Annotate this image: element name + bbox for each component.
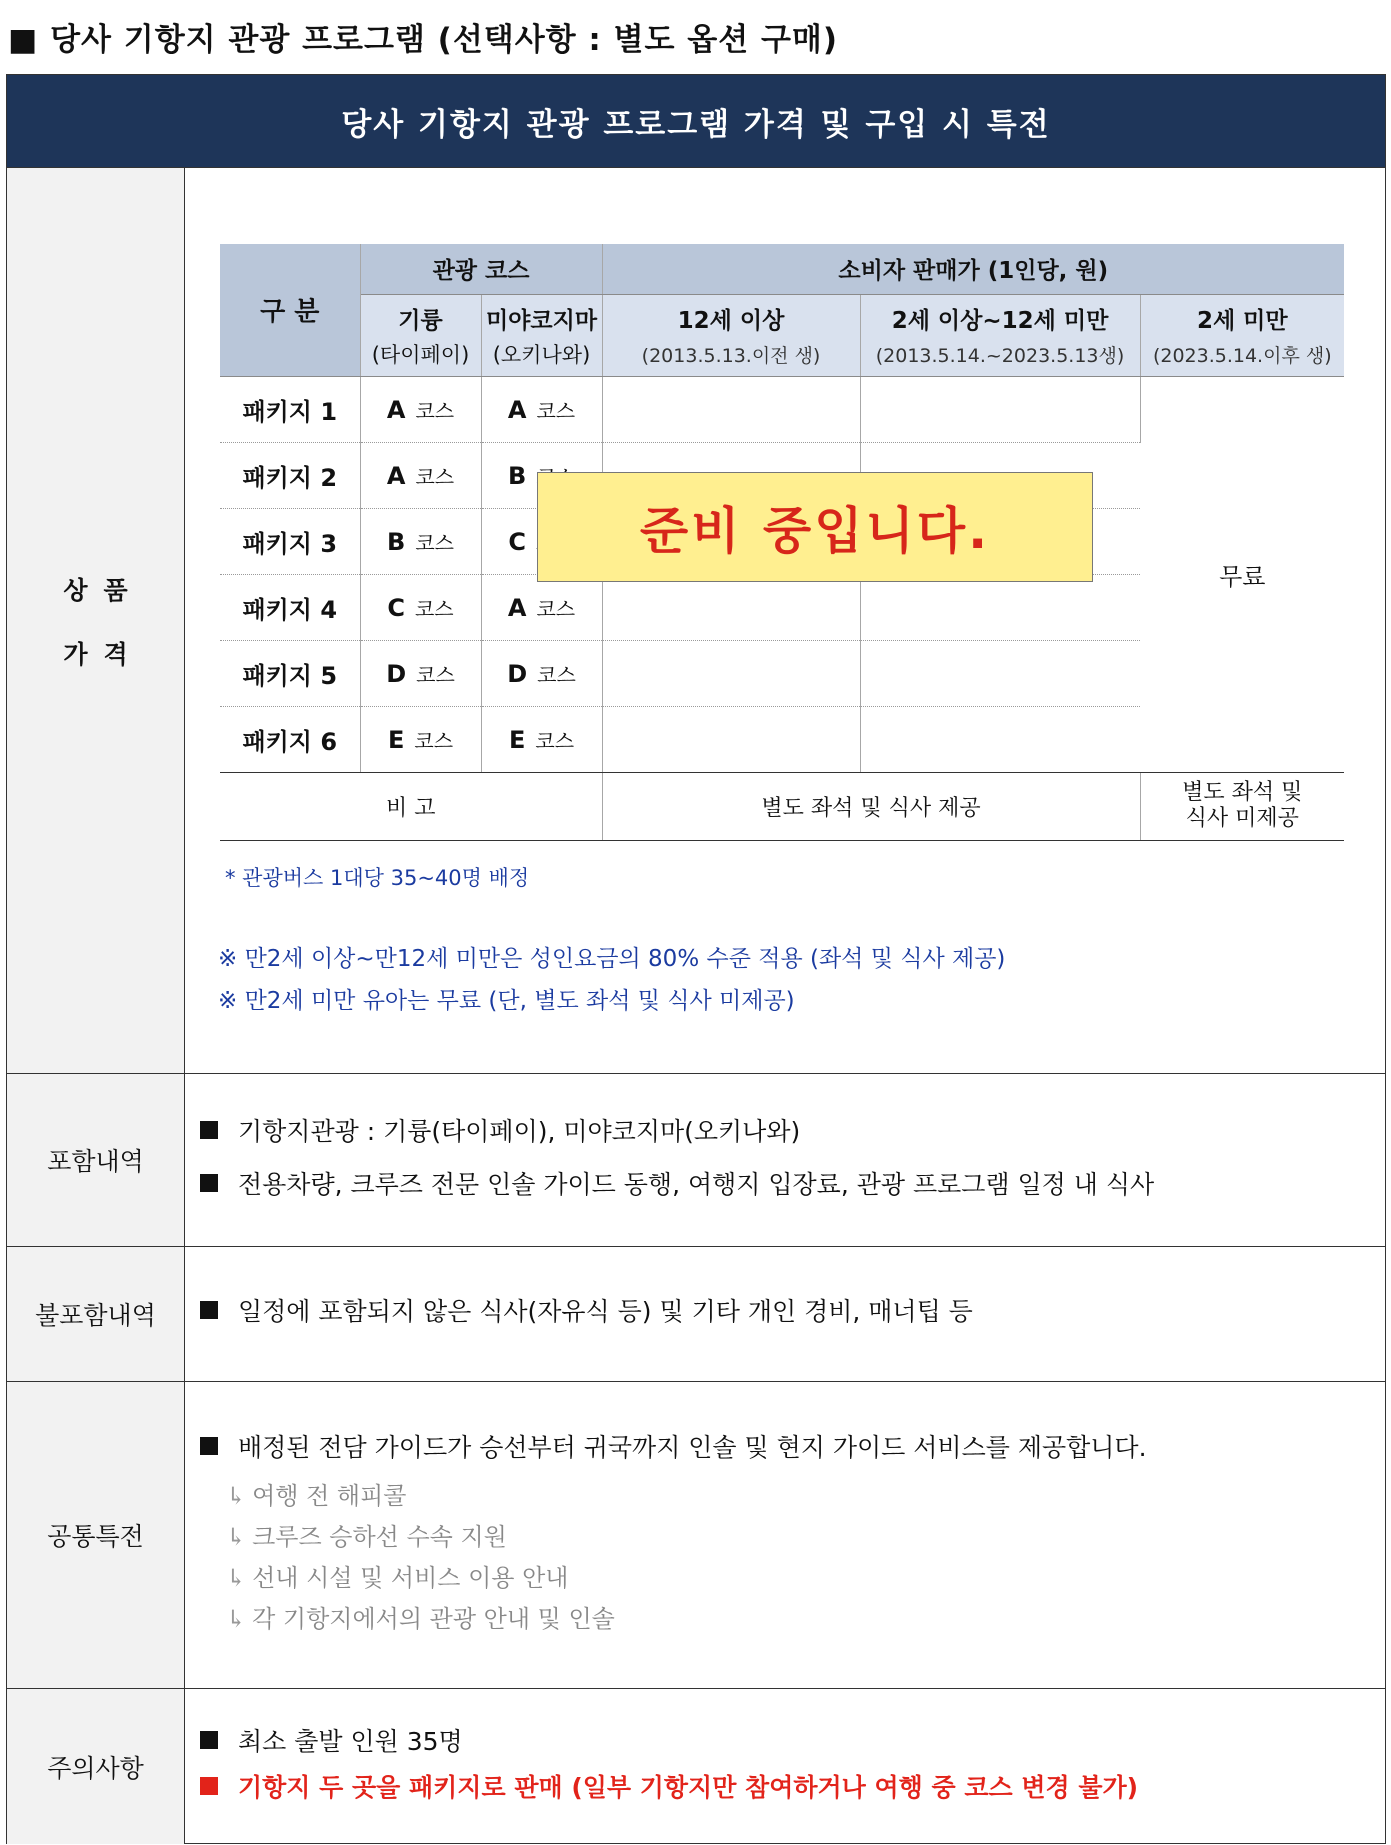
notices-section	[7, 1688, 1385, 1844]
policy-infant: ※ 만2세 미만 유아는 무료 (단, 별도 좌석 및 식사 미제공)	[218, 988, 795, 1014]
square-bullet-icon	[200, 1731, 218, 1749]
price-cell	[860, 640, 1140, 706]
red-square-bullet-icon	[200, 1777, 218, 1795]
price-label-line2: 가격	[63, 639, 144, 669]
return-arrow-icon: ↳	[226, 1605, 247, 1633]
note-label: 비 고	[220, 772, 602, 840]
course-cell: D 코스	[360, 640, 481, 706]
price-cell	[860, 376, 1140, 442]
list-item: 최소 출발 인원 35명	[200, 1722, 463, 1758]
course-cell: B	[481, 442, 602, 508]
policy-child: ※ 만2세 이상~만12세 미만은 성인요금의 80% 수준 적용 (좌석 및 식사 제공)	[218, 946, 1006, 972]
price-cell	[860, 574, 1140, 640]
course-cell: E 코스	[481, 706, 602, 772]
course-cell: E 코스	[360, 706, 481, 772]
benefit-sub-item: ↳ 선내 시설 및 서비스 이용 안내	[226, 1564, 569, 1592]
package-name: 패키지 3	[220, 508, 360, 574]
package-name: 패키지 1	[220, 376, 360, 442]
course-cell: A 코스	[481, 376, 602, 442]
course-cell: D 코스	[481, 640, 602, 706]
notices-label: 주의사항	[7, 1689, 185, 1844]
infant-price: 무료	[1140, 376, 1344, 772]
package-name: 패키지 2	[220, 442, 360, 508]
package-name: 패키지 6	[220, 706, 360, 772]
included-section	[7, 1073, 1385, 1246]
price-cell	[602, 706, 860, 772]
bus-note: * 관광버스 1대당 35~40명 배정	[225, 866, 530, 890]
age-group-adult: 12세 이상 (2013.5.13.이전 생)	[602, 294, 860, 376]
port-miyakojima: 미야코지마 (오키나와)	[481, 294, 602, 376]
port-keelung: 기륭 (타이페이)	[360, 294, 481, 376]
course-cell: A 코스	[360, 376, 481, 442]
package-name: 패키지 5	[220, 640, 360, 706]
table-row-note	[220, 772, 1344, 840]
benefit-main: 배정된 전담 가이드가 승선부터 귀국까지 인솔 및 현지 가이드 서비스를 제공합니다.	[200, 1428, 1147, 1464]
course-cell: A 코스	[360, 442, 481, 508]
course-cell: C	[481, 508, 602, 574]
price-cell	[602, 376, 860, 442]
list-item: 전용차량, 크루즈 전문 인솔 가이드 동행, 여행지 입장료, 관광 프로그램 일정 내 식사	[200, 1165, 1154, 1201]
course-cell: C 코스	[360, 574, 481, 640]
square-bullet-icon	[200, 1301, 218, 1319]
excluded-label: 불포함내역	[7, 1247, 185, 1381]
return-arrow-icon: ↳	[226, 1564, 247, 1592]
price-label-line1: 상품	[63, 575, 144, 605]
list-item: 기항지관광 : 기륭(타이페이), 미야코지마(오키나와)	[200, 1112, 800, 1148]
age-group-child: 2세 이상~12세 미만 (2013.5.14.~2023.5.13생)	[860, 294, 1140, 376]
col-consumer-price: 소비자 판매가 (1인당, 원)	[602, 244, 1344, 294]
course-cell: B 코스	[360, 508, 481, 574]
return-arrow-icon: ↳	[226, 1482, 247, 1510]
benefit-sub-item: ↳ 각 기항지에서의 관광 안내 및 인솔	[226, 1605, 615, 1633]
note-paid: 별도 좌석 및 식사 제공	[602, 772, 1140, 840]
page-heading: ■ 당사 기항지 관광 프로그램 (선택사항 : 별도 옵션 구매)	[8, 22, 839, 58]
list-item: 일정에 포함되지 않은 식사(자유식 등) 및 기타 개인 경비, 매너팁 등	[200, 1292, 973, 1328]
price-cell	[602, 574, 860, 640]
table-row	[220, 376, 1344, 442]
benefits-label: 공통특전	[7, 1382, 185, 1688]
benefit-sub-item: ↳ 여행 전 해피콜	[226, 1482, 407, 1510]
price-section-label	[7, 168, 185, 1073]
preparing-overlay: 준비 중입니다.	[537, 472, 1093, 582]
col-tour-course: 관광 코스	[360, 244, 602, 294]
square-bullet-icon	[200, 1121, 218, 1139]
square-bullet-icon	[200, 1437, 218, 1455]
col-category: 구 분	[220, 244, 360, 376]
banner-title: 당사 기항지 관광 프로그램 가격 및 구입 시 특전	[7, 75, 1385, 167]
note-infant: 별도 좌석 및 식사 미제공	[1140, 772, 1344, 840]
age-group-infant: 2세 미만 (2023.5.14.이후 생)	[1140, 294, 1344, 376]
return-arrow-icon: ↳	[226, 1523, 247, 1551]
warning-item: 기항지 두 곳을 패키지로 판매 (일부 기항지만 참여하거나 여행 중 코스 변경 불가)	[200, 1768, 1138, 1804]
benefit-sub-item: ↳ 크루즈 승하선 수속 지원	[226, 1523, 507, 1551]
square-bullet-icon	[200, 1174, 218, 1192]
included-label: 포함내역	[7, 1074, 185, 1246]
price-cell	[602, 640, 860, 706]
package-name: 패키지 4	[220, 574, 360, 640]
price-cell	[860, 706, 1140, 772]
course-cell: A 코스	[481, 574, 602, 640]
